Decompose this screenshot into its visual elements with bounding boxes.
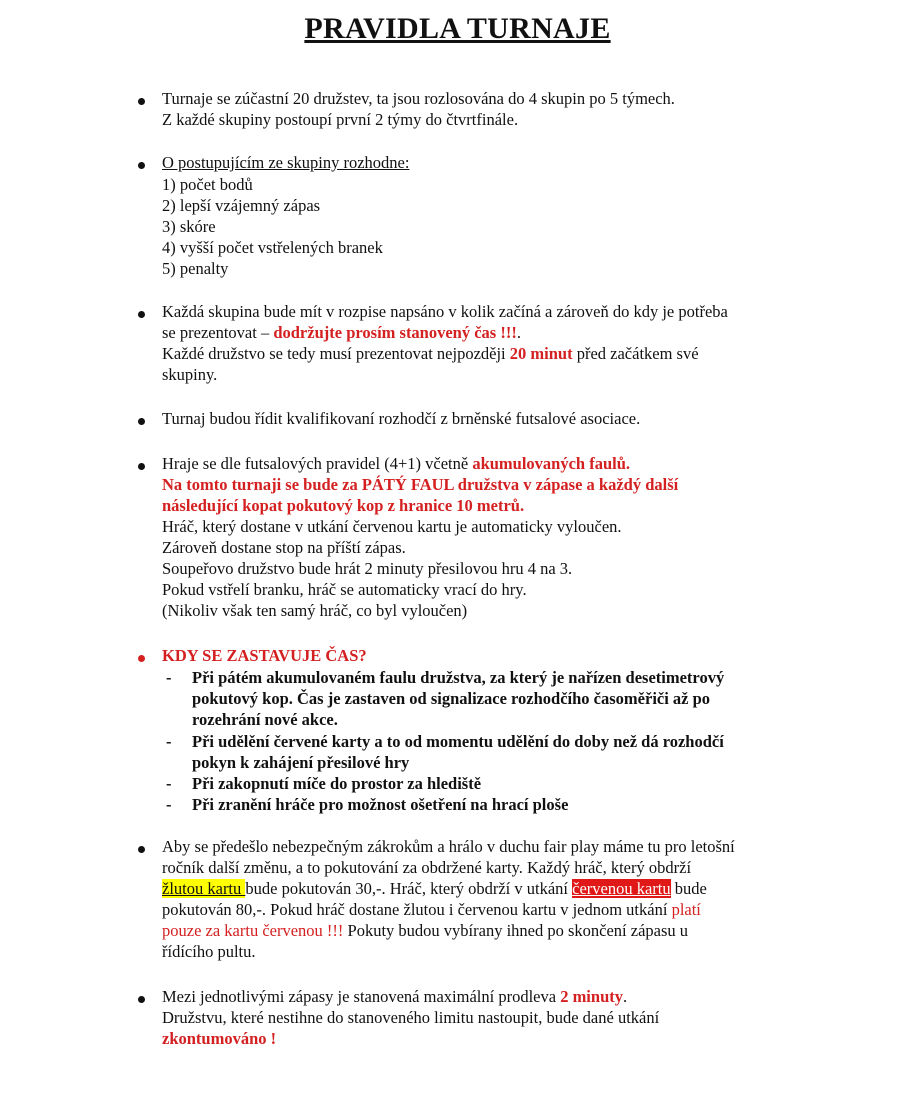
rule-7-text: bude pokutován 30,-. Hráč, který obdrží v utkání xyxy=(245,879,573,898)
rule-5-line-2: Na tomto turnaji se bude za PÁTÝ FAUL družstva v zápase a každý další xyxy=(162,475,679,494)
rule-6-item-2-line-2: pokyn k zahájení přesilové hry xyxy=(192,753,410,772)
rule-3-text: se prezentovat – xyxy=(162,323,274,342)
rule-3-line-3 xyxy=(162,343,699,364)
rule-2-item: 2) lepší vzájemný zápas xyxy=(162,196,321,215)
rule-5-line-6: Soupeřovo družstvo bude hrát 2 minuty přesilovou hru 4 na 3. xyxy=(162,559,573,578)
dash-icon: - xyxy=(166,795,172,814)
rule-8-emphasis: 2 minuty xyxy=(560,987,623,1006)
bullet-icon xyxy=(138,655,145,662)
rule-6-item-4: Při zranění hráče pro možnost ošetření na hrací ploše xyxy=(192,795,569,814)
rule-3-line-1: Každá skupina bude mít v rozpise napsáno v kolik začíná a zároveň do kdy je potřeba xyxy=(162,302,728,321)
rule-2-item: 1) počet bodů xyxy=(162,175,253,194)
rule-7-text: bude xyxy=(670,879,707,898)
page-title: PRAVIDLA TURNAJE xyxy=(304,12,611,45)
bullet-icon xyxy=(138,162,145,169)
rule-2-item: 4) vyšší počet vstřelených branek xyxy=(162,238,383,257)
rule-6-item-1-line-1: Při pátém akumulovaném faulu družstva, za který je nařízen desetimetrový xyxy=(192,668,725,687)
rule-7-emphasis: platí xyxy=(671,900,701,919)
rule-8-line-3: zkontumováno ! xyxy=(162,1029,277,1048)
bullet-icon xyxy=(138,463,145,470)
rule-8-line-2: Družstvu, které nestihne do stanoveného limitu nastoupit, bude dané utkání xyxy=(162,1008,660,1027)
rule-7-line-5 xyxy=(162,920,688,941)
dash-icon: - xyxy=(166,668,172,687)
rule-3-text: . xyxy=(516,323,521,342)
rule-3-text: Každé družstvo se tedy musí prezentovat nejpozději xyxy=(162,344,510,363)
dash-icon: - xyxy=(166,732,172,751)
rule-3-text: před začátkem své xyxy=(572,344,699,363)
rule-5-line-4: Hráč, který dostane v utkání červenou kartu je automaticky vyloučen. xyxy=(162,517,622,536)
rule-6-item-2-line-1: Při udělění červené karty a to od momentu udělění do doby než dá rozhodčí xyxy=(192,732,724,751)
rule-5-line-1 xyxy=(162,453,630,474)
rule-2-heading: O postupujícím ze skupiny rozhodne: xyxy=(162,153,410,172)
rule-7-line-3 xyxy=(162,878,707,899)
rule-5-emphasis: akumulovaných faulů. xyxy=(472,454,631,473)
red-card-highlight: červenou kartu xyxy=(572,879,671,898)
rule-7-line-1: Aby se předešlo nebezpečným zákrokům a hrálo v duchu fair play máme tu pro letošní xyxy=(162,837,735,856)
rule-7-text: pokutován 80,-. Pokud hráč dostane žlutou i červenou kartu v jednom utkání xyxy=(162,900,672,919)
rule-3-line-4: skupiny. xyxy=(162,365,218,384)
rule-3-emphasis: 20 minut xyxy=(509,344,573,363)
bullet-icon xyxy=(138,98,145,105)
yellow-card-highlight: žlutou kartu xyxy=(162,879,246,898)
rule-6-item-3: Při zakopnutí míče do prostor za hlediště xyxy=(192,774,482,793)
rule-2-item: 3) skóre xyxy=(162,217,216,236)
rule-4-line-1: Turnaj budou řídit kvalifikovaní rozhodčí z brněnské futsalové asociace. xyxy=(162,409,641,428)
rule-1-line-2: Z každé skupiny postoupí první 2 týmy do čtvrtfinále. xyxy=(162,110,519,129)
rule-5-line-3: následující kopat pokutový kop z hranice 10 metrů. xyxy=(162,496,525,515)
rule-1-line-1: Turnaje se zúčastní 20 družstev, ta jsou rozlosována do 4 skupin po 5 týmech. xyxy=(162,89,675,108)
rule-5-line-7: Pokud vstřelí branku, hráč se automaticky vrací do hry. xyxy=(162,580,527,599)
rule-7-text: Pokuty budou vybírany ihned po skončení zápasu u xyxy=(343,921,689,940)
rule-7-line-2: ročník další změnu, a to pokutování za obdržené karty. Každý hráč, který obdrží xyxy=(162,858,692,877)
rule-5-line-5: Zároveň dostane stop na příští zápas. xyxy=(162,538,406,557)
rule-6-heading: KDY SE ZASTAVUJE ČAS? xyxy=(162,646,367,665)
bullet-icon xyxy=(138,311,145,318)
rule-8-text: Mezi jednotlivými zápasy je stanovená maximální prodleva xyxy=(162,987,561,1006)
rule-7-emphasis: pouze za kartu červenou !!! xyxy=(162,921,344,940)
rule-6-item-1-line-2: pokutový kop. Čas je zastaven od signalizace rozhodčího časoměřiči až po xyxy=(192,689,711,708)
bullet-icon xyxy=(138,996,145,1003)
rule-3-emphasis: dodržujte prosím stanovený čas !!! xyxy=(273,323,517,342)
rule-2-item: 5) penalty xyxy=(162,259,229,278)
rule-5-line-8: (Nikoliv však ten samý hráč, co byl vyloučen) xyxy=(162,601,468,620)
rule-8-line-1 xyxy=(162,986,627,1007)
dash-icon: - xyxy=(166,774,172,793)
bullet-icon xyxy=(138,418,145,425)
rule-5-text: Hraje se dle futsalových pravidel (4+1) včetně xyxy=(162,454,473,473)
rule-6-item-1-line-3: rozehrání nové akce. xyxy=(192,710,338,729)
rule-3-line-2 xyxy=(162,322,521,343)
rule-7-line-6: řídícího pultu. xyxy=(162,942,256,961)
bullet-icon xyxy=(138,846,145,853)
rule-8-text: . xyxy=(623,987,628,1006)
rule-7-line-4 xyxy=(162,899,701,920)
